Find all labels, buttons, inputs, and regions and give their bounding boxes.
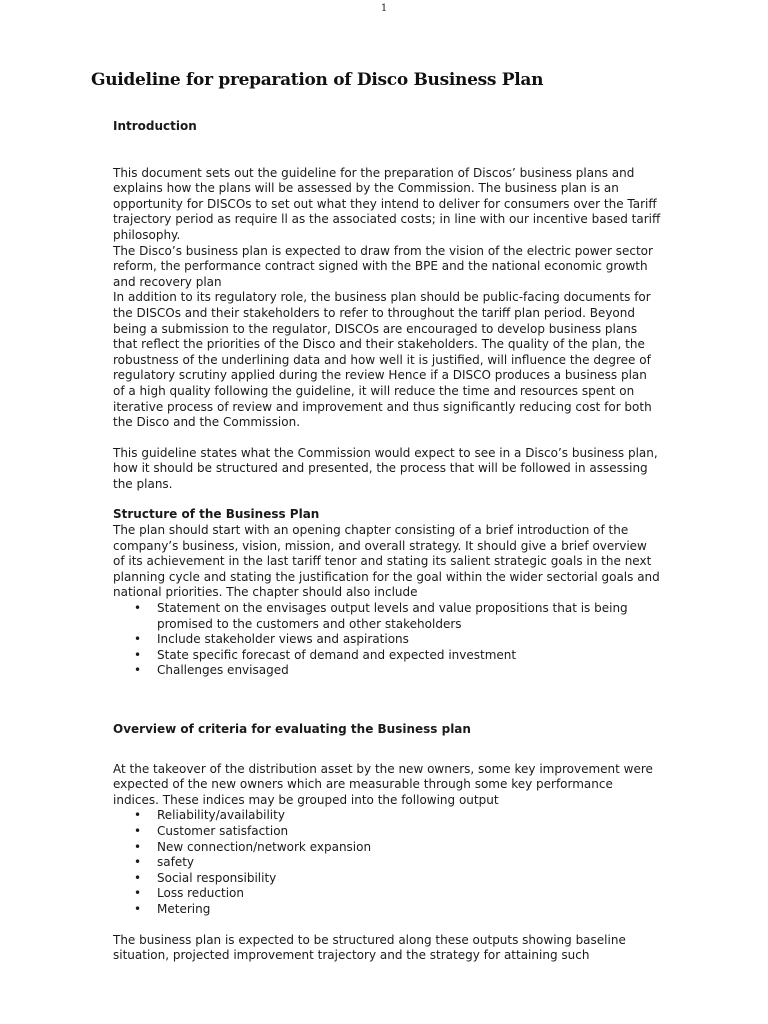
introduction-paragraph-4: This guideline states what the Commission would expect to see in a Disco’s business plan, how it should be structured and presented, the process that will be followed in assessing the plans. [113, 445, 658, 491]
list-item: • Include stakeholder views and aspirations [157, 632, 661, 648]
introduction-paragraph-3: In addition to its regulatory role, the business plan should be public-facing documents for the DISCOs and their stakeholders to refer to throughout the tariff plan period. Beyond being a submission to the regulator, DISCOs are encouraged to develop business plans that reflect the priorities of the Disco and their stakeholders. The quality of the plan, the robustness of the underlining data and how well it is justified, will influence the degree of regulatory scrutiny applied during the review Hence if a DISCO produces a business plan of a high quality following the guideline, it will reduce the time and resources spent on iterative process of review and improvement and thus significantly reducing cost for both the Disco and the Commission. [113, 290, 652, 430]
structure-paragraph: The plan should start with an opening chapter consisting of a brief introduction of the company’s business, vision, mission, and overall strategy. It should give a brief overview of its achievement in the last tariff tenor and stating its salient strategic goals in the next planning cycle and stating the justification for the goal within the wider sectorial goals and national priorities. The chapter should also include [113, 523, 660, 600]
list-item: • Challenges envisaged [157, 663, 661, 679]
list-item: • State specific forecast of demand and expected investment [157, 648, 661, 664]
overview-closing-paragraph: The business plan is expected to be structured along these outputs showing baseline situation, projected improvement trajectory and the strategy for attaining such [113, 932, 626, 963]
list-item: • safety [157, 855, 661, 871]
list-item: • Reliability/availability [157, 808, 661, 824]
list-item: • Loss reduction [157, 886, 661, 902]
overview-heading: Overview of criteria for evaluating the Business plan [113, 722, 471, 736]
list-item: • New connection/network expansion [157, 840, 661, 856]
list-item: • Statement on the envisages output levels and value propositions that is being promised to the customers and other stakeholders [157, 601, 661, 632]
introduction-paragraph-2: The Disco’s business plan is expected to draw from the vision of the electric power sector reform, the performance contract signed with the BPE and the national economic growth and recovery plan [113, 243, 653, 289]
document-body [113, 119, 661, 964]
structure-heading: Structure of the Business Plan [113, 507, 320, 522]
introduction-heading: Introduction [113, 119, 197, 133]
overview-paragraph: At the takeover of the distribution asset by the new owners, some key improvement were expected of the new owners which are measurable through some key performance indices. These indices may be grouped into the following output [113, 761, 653, 807]
list-item: • Metering [157, 902, 661, 918]
list-item: • Customer satisfaction [157, 824, 661, 840]
structure-bullet-list [113, 601, 661, 679]
introduction-paragraph-1: This document sets out the guideline for the preparation of Discos’ business plans and explains how the plans will be assessed by the Commission. The business plan is an opportunity for DISCOs to set out what they intend to deliver for consumers over the Tariff trajectory period as require ll as the associated costs; in line with our incentive based tariff philosophy. [113, 165, 661, 242]
document-title: Guideline for preparation of Disco Business Plan [91, 70, 544, 90]
overview-bullet-list [113, 808, 661, 917]
list-item: • Social responsibility [157, 871, 661, 887]
page-number: 1 [380, 3, 388, 14]
